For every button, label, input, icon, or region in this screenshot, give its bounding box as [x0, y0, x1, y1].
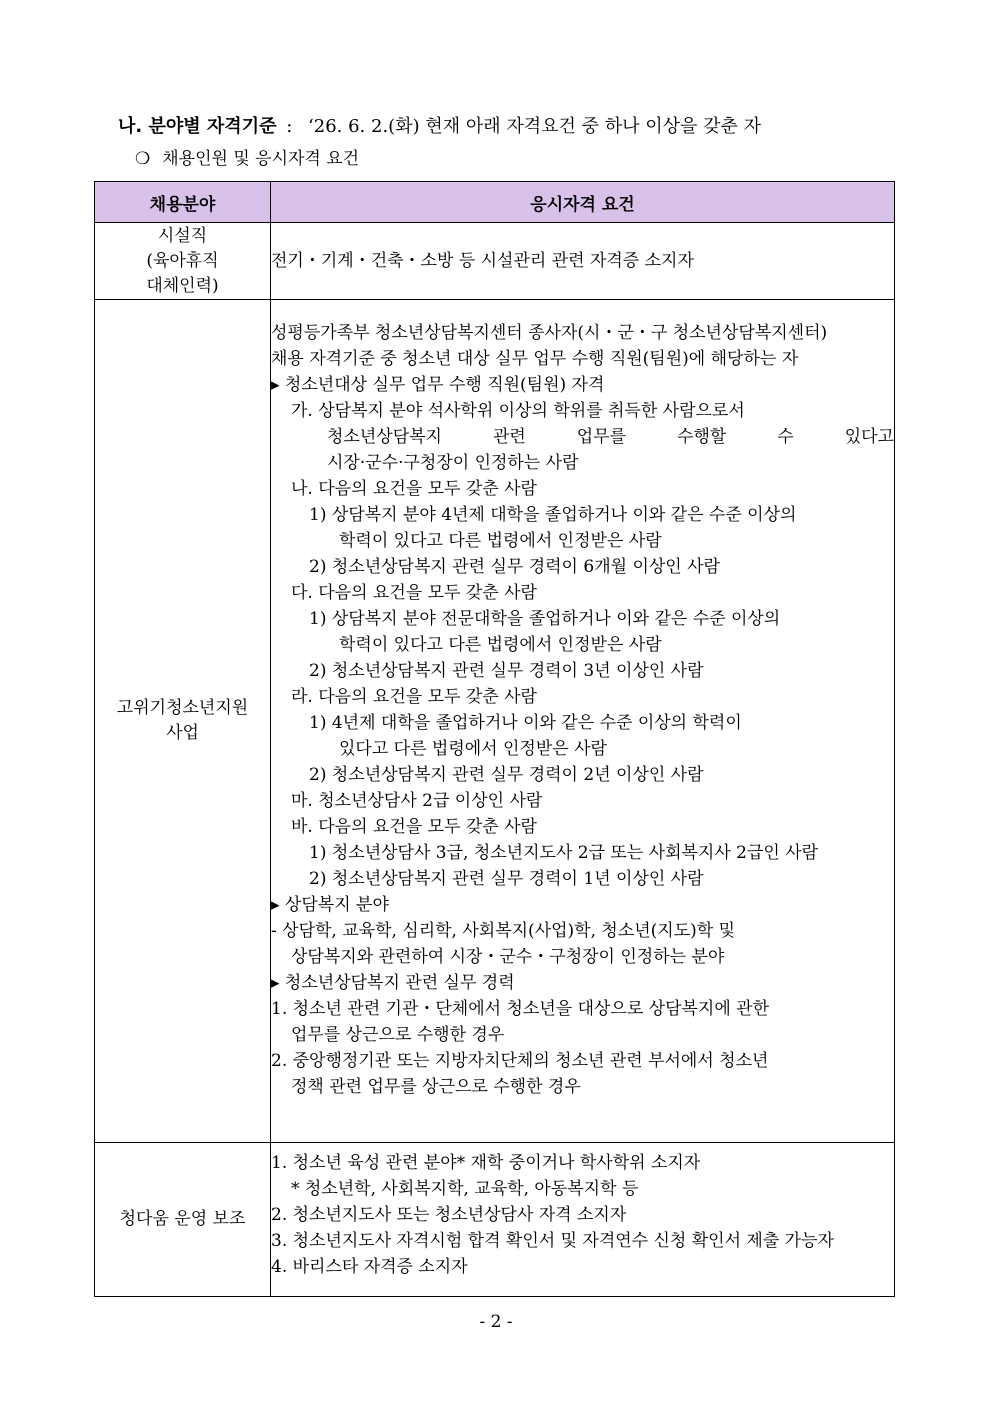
section-heading-label: 나. 분야별 자격기준 — [118, 116, 277, 137]
requirement-line: 1. 청소년 관련 기관・단체에서 청소년을 대상으로 상담복지에 관한 — [271, 999, 770, 1019]
requirement-line: 청소년상담복지 관련 업무를 수행할 수 있다고 — [327, 427, 894, 447]
requirement-line: 2) 청소년상담복지 관련 실무 경력이 6개월 이상인 사람 — [309, 557, 720, 577]
requirement-line: 학력이 있다고 다른 법령에서 인정받은 사람 — [339, 635, 662, 655]
requirement-line: 1) 청소년상담사 3급, 청소년지도사 2급 또는 사회복지사 2급인 사람 — [309, 843, 819, 863]
requirement-line: 가. 상담복지 분야 석사학위 이상의 학위를 취득한 사람으로서 — [291, 401, 745, 421]
requirement-line: 시장·군수·구청장이 인정하는 사람 — [327, 453, 579, 473]
requirement-line: 상담복지와 관련하여 시장・군수・구청장이 인정하는 분야 — [291, 947, 725, 967]
requirement-line: 2. 청소년지도사 또는 청소년상담사 자격 소지자 — [271, 1205, 627, 1225]
category-line: 청다움 운영 보조 — [119, 1209, 246, 1229]
category-facility — [95, 223, 271, 300]
requirement-line: ▸ 청소년대상 실무 업무 수행 직원(팀원) 자격 — [271, 375, 605, 395]
requirement-line: 있다고 다른 법령에서 인정받은 사람 — [339, 739, 607, 759]
requirement-line: 나. 다음의 요건을 모두 갖춘 사람 — [291, 479, 537, 499]
requirement-line: 정책 관련 업무를 상근으로 수행한 경우 — [291, 1077, 581, 1097]
requirement-line: 채용 자격기준 중 청소년 대상 실무 업무 수행 직원(팀원)에 해당하는 자 — [271, 349, 799, 369]
requirement-facility — [271, 223, 895, 300]
requirement-line: 1) 상담복지 분야 4년제 대학을 졸업하거나 이와 같은 수준 이상의 — [309, 505, 797, 525]
header-requirements: 응시자격 요건 — [271, 182, 895, 223]
table-row-chungdaum — [95, 1143, 895, 1297]
subheading — [135, 145, 359, 173]
section-heading — [118, 112, 898, 142]
header-field: 채용분야 — [95, 182, 271, 223]
requirement-line: - 상담학, 교육학, 심리학, 사회복지(사업)학, 청소년(지도)학 및 — [271, 921, 736, 941]
requirement-line: 다. 다음의 요건을 모두 갖춘 사람 — [291, 583, 537, 603]
category-line: 사업 — [166, 723, 199, 743]
requirement-line: 2) 청소년상담복지 관련 실무 경력이 3년 이상인 사람 — [309, 661, 704, 681]
requirement-line: 4. 바리스타 자격증 소지자 — [271, 1257, 468, 1277]
page-number: - 2 - — [479, 1312, 513, 1332]
requirement-youth-support — [271, 300, 895, 1143]
category-line: 고위기청소년지원 — [116, 698, 249, 718]
requirement-line: 마. 청소년상담사 2급 이상인 사람 — [291, 791, 543, 811]
category-line: 대체인력) — [146, 275, 219, 296]
requirement-chungdaum — [271, 1143, 895, 1297]
requirement-line: 라. 다음의 요건을 모두 갖춘 사람 — [291, 687, 537, 707]
subheading-text: 채용인원 및 응시자격 요건 — [162, 149, 360, 169]
circle-bullet-icon: ❍ — [135, 149, 151, 169]
section-heading-colon: : — [286, 116, 293, 137]
requirement-line: 학력이 있다고 다른 법령에서 인정받은 사람 — [339, 531, 662, 551]
requirement-line: 업무를 상근으로 수행한 경우 — [291, 1025, 505, 1045]
table-row-facility — [95, 223, 895, 300]
table-header-row — [95, 182, 895, 223]
requirement-line: 1) 4년제 대학을 졸업하거나 이와 같은 수준 이상의 학력이 — [309, 713, 742, 733]
requirement-line: 성평등가족부 청소년상담복지센터 종사자(시・군・구 청소년상담복지센터) — [271, 323, 828, 343]
requirement-line: 바. 다음의 요건을 모두 갖춘 사람 — [291, 817, 537, 837]
requirement-line: * 청소년학, 사회복지학, 교육학, 아동복지학 등 — [291, 1179, 639, 1199]
requirement-line: 1. 청소년 육성 관련 분야* 재학 중이거나 학사학위 소지자 — [271, 1153, 701, 1173]
section-heading-text: ‘26. 6. 2.(화) 현재 아래 자격요건 중 하나 이상을 갖춘 자 — [308, 116, 761, 137]
category-line: (육아휴직 — [146, 250, 219, 271]
requirements-table — [94, 181, 895, 1297]
category-line: 시설직 — [157, 225, 208, 246]
category-youth-support — [95, 300, 271, 1143]
requirement-line: 전기・기계・건축・소방 등 시설관리 관련 자격증 소지자 — [271, 251, 694, 271]
requirement-line: 2) 청소년상담복지 관련 실무 경력이 1년 이상인 사람 — [309, 869, 704, 889]
requirement-line: 2. 중앙행정기관 또는 지방자치단체의 청소년 관련 부서에서 청소년 — [271, 1051, 769, 1071]
requirement-line: 1) 상담복지 분야 전문대학을 졸업하거나 이와 같은 수준 이상의 — [309, 609, 781, 629]
requirement-line: 3. 청소년지도사 자격시험 합격 확인서 및 자격연수 신청 확인서 제출 가능자 — [271, 1231, 834, 1251]
table-row-youth-support — [95, 300, 895, 1143]
requirement-line: 2) 청소년상담복지 관련 실무 경력이 2년 이상인 사람 — [309, 765, 704, 785]
category-chungdaum — [95, 1143, 271, 1297]
requirement-line: ▸ 상담복지 분야 — [271, 895, 389, 915]
requirement-line: ▸ 청소년상담복지 관련 실무 경력 — [271, 973, 515, 993]
